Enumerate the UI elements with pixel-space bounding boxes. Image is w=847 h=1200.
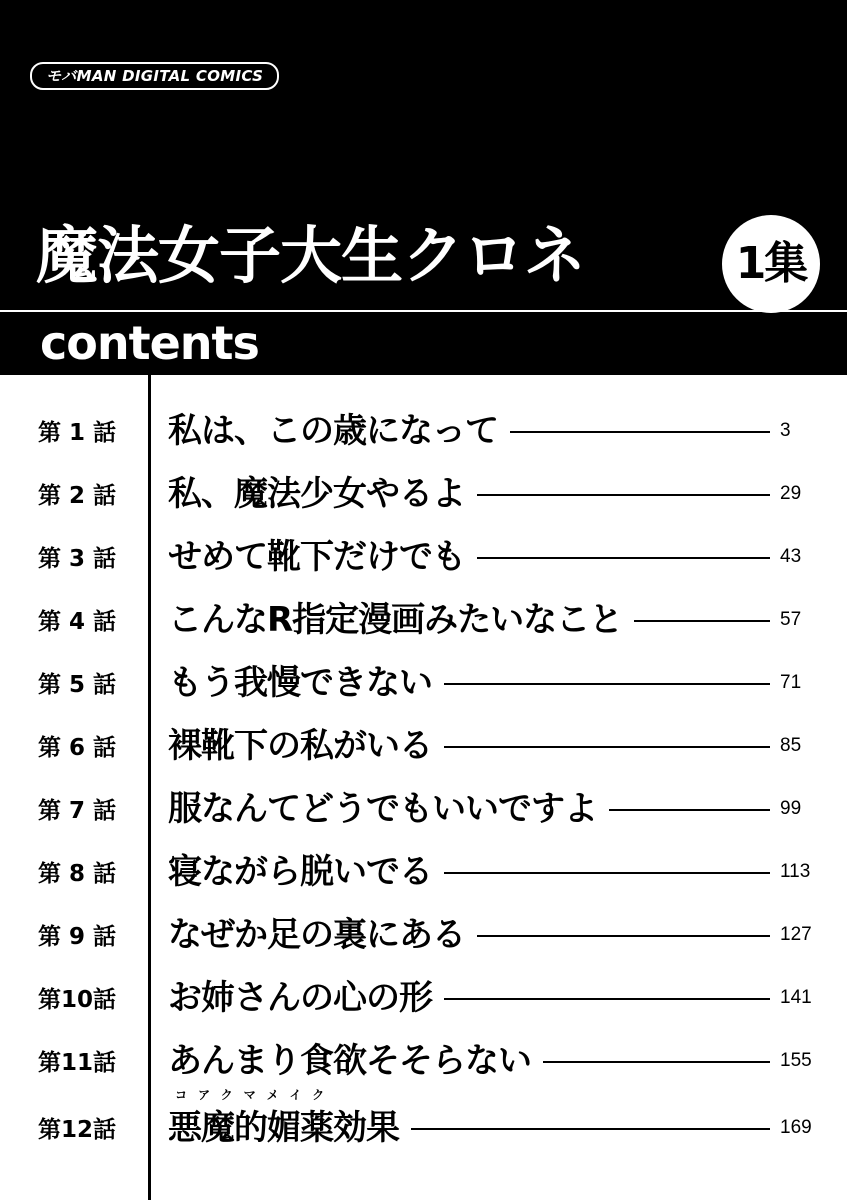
page-number: 57 <box>780 609 802 630</box>
page-number: 127 <box>780 924 812 945</box>
leader-line <box>444 998 770 1000</box>
leader-line <box>634 620 770 622</box>
leader-line <box>477 494 770 496</box>
leader-line <box>609 809 770 811</box>
leader-line <box>510 431 770 433</box>
leader-line <box>543 1061 770 1063</box>
page-number: 141 <box>780 987 812 1008</box>
episode-number: 第 4 話 <box>38 609 117 635</box>
page-number: 99 <box>780 798 802 819</box>
leader-line <box>444 746 770 748</box>
toc-row-5[interactable] <box>0 655 847 715</box>
episode-number: 第12話 <box>38 1117 117 1143</box>
page-number: 85 <box>780 735 802 756</box>
publisher-logo: モバMAN DIGITAL COMICS <box>30 62 279 90</box>
toc-row-10[interactable] <box>0 970 847 1030</box>
episode-number: 第 8 話 <box>38 861 117 887</box>
page-number: 71 <box>780 672 802 693</box>
episode-number: 第 3 話 <box>38 546 117 572</box>
page-number: 113 <box>780 861 811 882</box>
page-number: 3 <box>780 420 791 441</box>
episode-number: 第 6 話 <box>38 735 117 761</box>
episode-title: こんなR指定漫画みたいなこと <box>168 600 623 640</box>
episode-title: お姉さんの心の形 <box>168 978 432 1018</box>
episode-title: あんまり食欲そそらない <box>168 1041 531 1081</box>
page-number: 155 <box>780 1050 812 1071</box>
header-divider <box>0 310 847 312</box>
page-number: 43 <box>780 546 802 567</box>
leader-line <box>477 557 770 559</box>
toc-row-8[interactable] <box>0 844 847 904</box>
episode-title: 悪魔的媚薬効果 <box>168 1108 399 1148</box>
leader-line <box>444 872 770 874</box>
toc-row-7[interactable] <box>0 781 847 841</box>
book-title: 魔法女子大生クロネ <box>36 219 586 292</box>
episode-title: なぜか足の裏にある <box>168 915 465 955</box>
toc-row-9[interactable] <box>0 907 847 967</box>
toc-row-6[interactable] <box>0 718 847 778</box>
header-banner <box>0 0 847 375</box>
toc-row-2[interactable] <box>0 466 847 526</box>
leader-line <box>411 1128 770 1130</box>
episode-title: 裸靴下の私がいる <box>168 726 432 766</box>
volume-badge: 1集 <box>722 215 820 313</box>
page-number: 29 <box>780 483 802 504</box>
page-number: 169 <box>780 1117 812 1138</box>
episode-title: 私、魔法少女やるよ <box>168 474 465 514</box>
toc-row-4[interactable] <box>0 592 847 652</box>
episode-number: 第 1 話 <box>38 420 117 446</box>
episode-title: もう我慢できない <box>168 663 432 703</box>
episode-title: 寝ながら脱いでる <box>168 852 432 892</box>
toc-row-12[interactable] <box>0 1100 847 1160</box>
toc-row-1[interactable] <box>0 403 847 463</box>
contents-heading: contents <box>40 316 259 370</box>
leader-line <box>477 935 770 937</box>
episode-title: 私は、この歳になって <box>168 411 498 451</box>
episode-title-ruby: コアクマメイク <box>175 1088 336 1102</box>
toc-row-11[interactable] <box>0 1033 847 1093</box>
episode-number: 第 5 話 <box>38 672 117 698</box>
episode-number: 第 9 話 <box>38 924 117 950</box>
toc-row-3[interactable] <box>0 529 847 589</box>
episode-title: 服なんてどうでもいいですよ <box>168 789 597 829</box>
episode-number: 第 7 話 <box>38 798 117 824</box>
episode-number: 第11話 <box>38 1050 117 1076</box>
episode-number: 第10話 <box>38 987 117 1013</box>
leader-line <box>444 683 770 685</box>
episode-title: せめて靴下だけでも <box>168 537 465 577</box>
episode-number: 第 2 話 <box>38 483 117 509</box>
